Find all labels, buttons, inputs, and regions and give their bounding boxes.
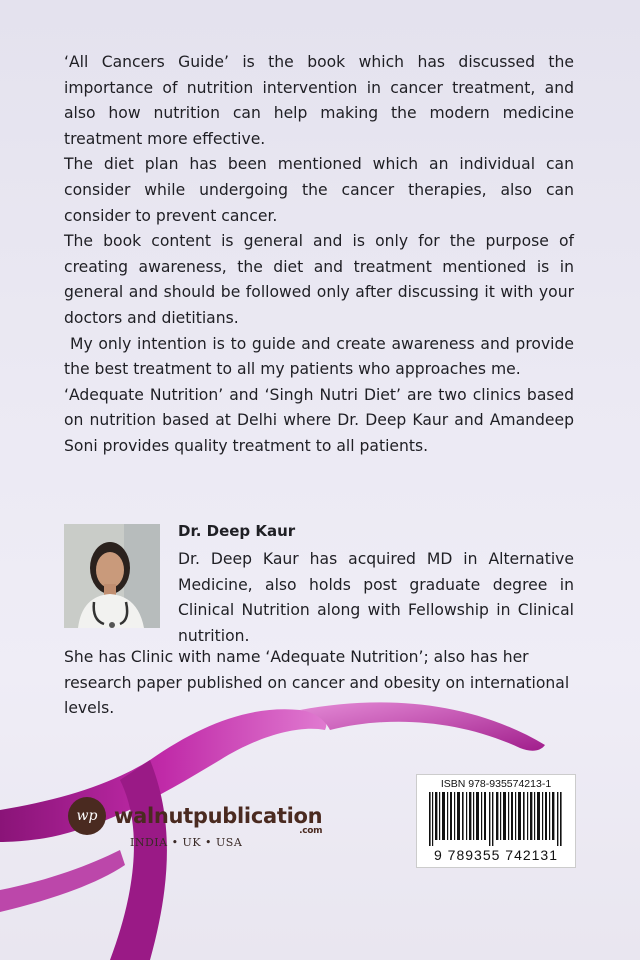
barcode-icon [429,792,563,846]
publisher-domain: .com [299,826,323,836]
author-photo [64,524,160,628]
publisher-mark-icon: wp [68,797,106,835]
author-name: Dr. Deep Kaur [178,522,296,540]
back-cover-blurb [64,50,574,460]
blurb-paragraph: The book content is general and is only for the purpose of creating awareness, the diet and treatment mentioned is in general and should be followed only after discussing it with your doctors and dietitians. [64,232,574,327]
isbn-digits: 9 789355 742131 [434,847,558,863]
isbn-label: ISBN 978-935574213-1 [440,778,552,790]
publisher-logo [68,796,322,836]
publisher-countries: INDIA • UK • USA [130,836,243,849]
author-bio-continued: She has Clinic with name ‘Adequate Nutrition’; also has her research paper published on cancer and obesity on international levels. [64,648,570,718]
publisher-name-text: walnutpublication [114,804,323,828]
isbn-barcode [416,774,576,868]
blurb-paragraph: ‘Adequate Nutrition’ and ‘Singh Nutri Diet’ are two clinics based on nutrition based at Delhi where Dr. Deep Kaur and Amandeep Soni provides quality treatment to all patients. [64,385,574,455]
blurb-paragraph: My only intention is to guide and create awareness and provide the best treatment to all my patients who approaches me. [64,334,574,379]
blurb-paragraph: The diet plan has been mentioned which an individual can consider while undergoing the cancer therapies, also can consider to prevent cancer. [64,155,574,225]
author-portrait-icon [64,524,160,628]
publisher-name [114,804,323,836]
author-bio: Dr. Deep Kaur has acquired MD in Alternative Medicine, also holds post graduate degree in Clinical Nutrition along with Fellowship in Clinical nutrition. [178,550,574,645]
blurb-paragraph: ‘All Cancers Guide’ is the book which has discussed the importance of nutrition intervention in cancer treatment, and also how nutrition can help making the modern medicine treatment more effective. [64,53,574,148]
